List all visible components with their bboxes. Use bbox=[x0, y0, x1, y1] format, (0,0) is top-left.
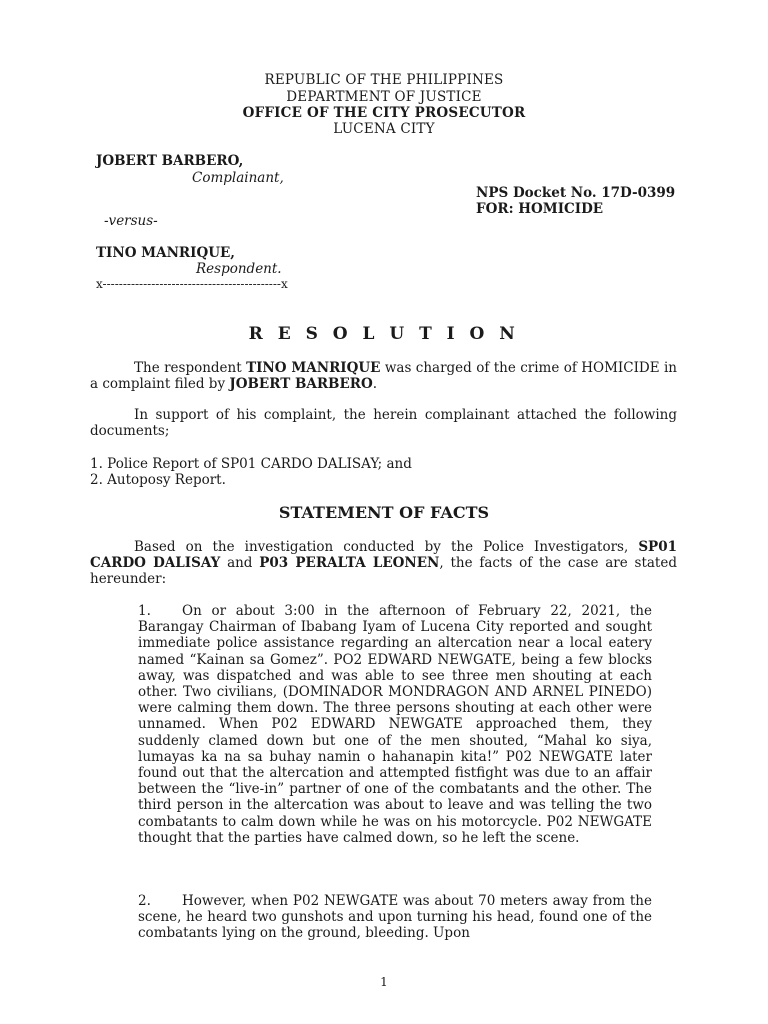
paragraph-investigation: Based on the investigation conducted by the Police Investigators, SP01 CARDO DALISAY and P03 PERALTA LEONEN, the facts of the case are stated hereunder: bbox=[90, 539, 677, 588]
complainant-role: Complainant, bbox=[192, 170, 284, 186]
header-republic: REPUBLIC OF THE PHILIPPINES bbox=[264, 72, 504, 88]
header-office: OFFICE OF THE CITY PROSECUTOR bbox=[242, 105, 526, 121]
versus: -versus- bbox=[104, 213, 158, 229]
docket-number: NPS Docket No. 17D-0399 bbox=[476, 185, 676, 201]
fact-paragraph-2: 2. However, when P02 NEWGATE was about 70 meters away from the scene, he heard two gunshots and upon turning his head, found one of the combatants lying on the ground, bleeding. Upon bbox=[138, 893, 652, 942]
complainant-name: JOBERT BARBERO, bbox=[96, 153, 244, 169]
caption-divider: x--------------------------------------------x bbox=[96, 277, 288, 291]
fact-paragraph-1: 1. On or about 3:00 in the afternoon of February 22, 2021, the Barangay Chairman of Ibabang Iyam of Lucena City reported and sought immediate police assistance regarding an altercation near a local eatery named “Kainan sa Gomez”. PO2 EDWARD NEWGATE, being a few blocks away, was dispatched and was able to see three men shouting at each other. Two civilians, (DOMINADOR MONDRAGON AND ARNEL PINEDO) were calming them down. The three persons shouting at each other were unnamed. When P02 EDWARD NEWGATE approached them, they suddenly clamed down but one of the men shouted, “Mahal ko siya, lumayas ka na sa buhay namin o hahanapin kita!” P02 NEWGATE later found out that the altercation and attempted fistfight was due to an affair between the “live-in” partner of one of the combatants and the other. The third person in the altercation was about to leave and was telling the two combatants to calm down while he was on his motorcycle. P02 NEWGATE thought that the parties have calmed down, so he left the scene. bbox=[138, 603, 652, 846]
charge: FOR: HOMICIDE bbox=[476, 201, 604, 217]
paragraph-support: In support of his complaint, the herein complainant attached the following documents; bbox=[90, 407, 677, 440]
header-city: LUCENA CITY bbox=[333, 121, 435, 137]
attachment-item: 1. Police Report of SP01 CARDO DALISAY; and bbox=[90, 456, 412, 472]
resolution-title: R E S O L U T I O N bbox=[248, 324, 520, 344]
fact-number: 1. bbox=[138, 603, 151, 619]
facts-title: STATEMENT OF FACTS bbox=[278, 503, 490, 522]
respondent-name: TINO MANRIQUE, bbox=[96, 245, 235, 261]
paragraph-charge: The respondent TINO MANRIQUE was charged of the crime of HOMICIDE in a complaint filed by JOBERT BARBERO. bbox=[90, 360, 677, 393]
page-number: 1 bbox=[380, 975, 388, 989]
respondent-role: Respondent. bbox=[196, 261, 282, 277]
header-department: DEPARTMENT OF JUSTICE bbox=[286, 89, 482, 105]
attachment-item: 2. Autoposy Report. bbox=[90, 472, 226, 488]
fact-number: 2. bbox=[138, 893, 151, 909]
